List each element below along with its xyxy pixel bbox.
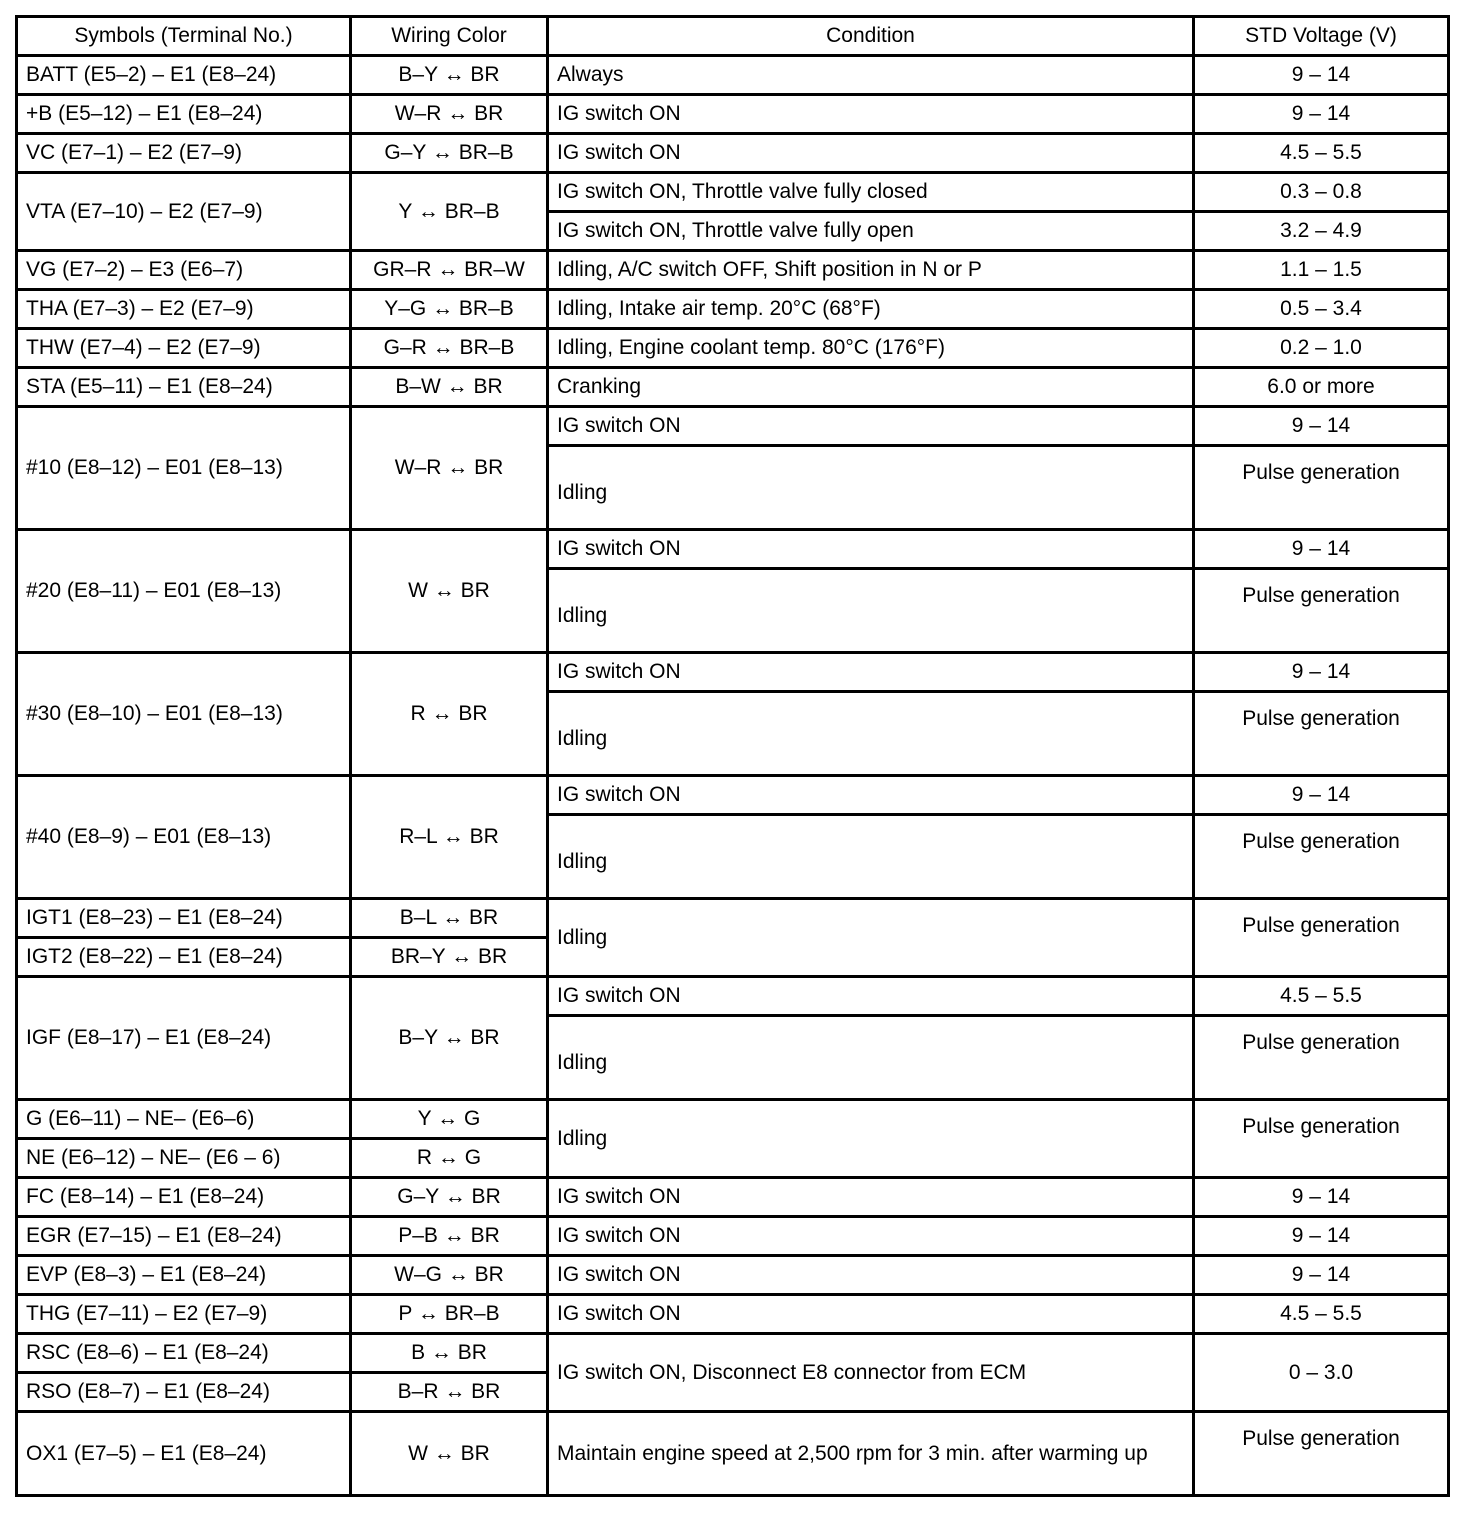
voltage-cell: Pulse generation <box>1194 899 1449 977</box>
voltage-cell: 9 – 14 <box>1194 1256 1449 1295</box>
symbol-cell: +B (E5–12) – E1 (E8–24) <box>17 95 351 134</box>
wiring-cell: W ↔ BR <box>351 1412 548 1496</box>
symbol-cell: VTA (E7–10) – E2 (E7–9) <box>17 173 351 251</box>
wiring-cell: G–Y ↔ BR–B <box>351 134 548 173</box>
table-row <box>17 1295 1449 1334</box>
condition-cell: Idling, Intake air temp. 20°C (68°F) <box>548 290 1194 329</box>
wiring-cell: G–R ↔ BR–B <box>351 329 548 368</box>
wiring-cell: W–G ↔ BR <box>351 1256 548 1295</box>
symbol-cell: NE (E6–12) – NE– (E6 – 6) <box>17 1139 351 1178</box>
wiring-cell: P–B ↔ BR <box>351 1217 548 1256</box>
wiring-cell: P ↔ BR–B <box>351 1295 548 1334</box>
condition-cell: IG switch ON <box>548 530 1194 569</box>
condition-cell: IG switch ON <box>548 95 1194 134</box>
voltage-cell: Pulse generation <box>1194 1016 1449 1100</box>
voltage-cell: 4.5 – 5.5 <box>1194 1295 1449 1334</box>
wiring-cell: BR–Y ↔ BR <box>351 938 548 977</box>
symbol-cell: EVP (E8–3) – E1 (E8–24) <box>17 1256 351 1295</box>
voltage-cell: Pulse generation <box>1194 815 1449 899</box>
symbol-cell: OX1 (E7–5) – E1 (E8–24) <box>17 1412 351 1496</box>
wiring-cell: R–L ↔ BR <box>351 776 548 899</box>
wiring-cell: B–Y ↔ BR <box>351 56 548 95</box>
table-row <box>17 407 1449 446</box>
header-row <box>17 17 1449 56</box>
condition-cell: Cranking <box>548 368 1194 407</box>
symbol-cell: THA (E7–3) – E2 (E7–9) <box>17 290 351 329</box>
voltage-cell: 4.5 – 5.5 <box>1194 977 1449 1016</box>
condition-cell: IG switch ON <box>548 1295 1194 1334</box>
table-row <box>17 290 1449 329</box>
symbol-cell: #40 (E8–9) – E01 (E8–13) <box>17 776 351 899</box>
voltage-cell: 9 – 14 <box>1194 1178 1449 1217</box>
wiring-cell: Y ↔ BR–B <box>351 173 548 251</box>
wiring-cell: B ↔ BR <box>351 1334 548 1373</box>
header-wiring-color: Wiring Color <box>351 17 548 56</box>
symbol-cell: RSC (E8–6) – E1 (E8–24) <box>17 1334 351 1373</box>
condition-cell: IG switch ON <box>548 776 1194 815</box>
symbol-cell: IGT1 (E8–23) – E1 (E8–24) <box>17 899 351 938</box>
condition-cell: IG switch ON <box>548 1217 1194 1256</box>
wiring-cell: B–L ↔ BR <box>351 899 548 938</box>
voltage-cell: Pulse generation <box>1194 692 1449 776</box>
table-row <box>17 329 1449 368</box>
voltage-cell: 9 – 14 <box>1194 530 1449 569</box>
symbol-cell: EGR (E7–15) – E1 (E8–24) <box>17 1217 351 1256</box>
condition-cell: Idling <box>548 815 1194 899</box>
voltage-cell: Pulse generation <box>1194 1100 1449 1178</box>
condition-cell: Maintain engine speed at 2,500 rpm for 3 min. after warming up <box>548 1412 1194 1496</box>
voltage-cell: Pulse generation <box>1194 569 1449 653</box>
voltage-cell: 9 – 14 <box>1194 407 1449 446</box>
voltage-cell: 6.0 or more <box>1194 368 1449 407</box>
voltage-cell: 4.5 – 5.5 <box>1194 134 1449 173</box>
condition-cell: Idling <box>548 569 1194 653</box>
voltage-cell: 3.2 – 4.9 <box>1194 212 1449 251</box>
symbol-cell: VG (E7–2) – E3 (E6–7) <box>17 251 351 290</box>
condition-cell: Idling <box>548 899 1194 977</box>
symbol-cell: THW (E7–4) – E2 (E7–9) <box>17 329 351 368</box>
condition-cell: Idling <box>548 1100 1194 1178</box>
voltage-cell: 1.1 – 1.5 <box>1194 251 1449 290</box>
voltage-cell: 9 – 14 <box>1194 776 1449 815</box>
condition-cell: IG switch ON <box>548 977 1194 1016</box>
condition-cell: IG switch ON <box>548 653 1194 692</box>
voltage-cell: 9 – 14 <box>1194 95 1449 134</box>
symbol-cell: #30 (E8–10) – E01 (E8–13) <box>17 653 351 776</box>
table-row <box>17 368 1449 407</box>
wiring-cell: R ↔ G <box>351 1139 548 1178</box>
condition-cell: IG switch ON <box>548 134 1194 173</box>
condition-cell: Always <box>548 56 1194 95</box>
symbol-cell: #10 (E8–12) – E01 (E8–13) <box>17 407 351 530</box>
table-row <box>17 251 1449 290</box>
condition-cell: IG switch ON <box>548 1178 1194 1217</box>
wiring-cell: W ↔ BR <box>351 530 548 653</box>
table-row <box>17 1334 1449 1373</box>
table-row <box>17 134 1449 173</box>
symbol-cell: THG (E7–11) – E2 (E7–9) <box>17 1295 351 1334</box>
symbol-cell: RSO (E8–7) – E1 (E8–24) <box>17 1373 351 1412</box>
wiring-cell: R ↔ BR <box>351 653 548 776</box>
voltage-cell: 9 – 14 <box>1194 653 1449 692</box>
condition-cell: Idling <box>548 692 1194 776</box>
symbol-cell: IGT2 (E8–22) – E1 (E8–24) <box>17 938 351 977</box>
symbol-cell: STA (E5–11) – E1 (E8–24) <box>17 368 351 407</box>
wiring-cell: B–R ↔ BR <box>351 1373 548 1412</box>
wiring-cell: Y ↔ G <box>351 1100 548 1139</box>
condition-cell: Idling <box>548 1016 1194 1100</box>
wiring-cell: W–R ↔ BR <box>351 407 548 530</box>
table-row <box>17 173 1449 212</box>
header-std-voltage: STD Voltage (V) <box>1194 17 1449 56</box>
voltage-cell: Pulse generation <box>1194 446 1449 530</box>
condition-cell: IG switch ON, Disconnect E8 connector from ECM <box>548 1334 1194 1412</box>
voltage-cell: 9 – 14 <box>1194 56 1449 95</box>
symbol-cell: IGF (E8–17) – E1 (E8–24) <box>17 977 351 1100</box>
symbol-cell: BATT (E5–2) – E1 (E8–24) <box>17 56 351 95</box>
voltage-spec-sheet <box>15 15 1450 1497</box>
voltage-cell: 0.3 – 0.8 <box>1194 173 1449 212</box>
table-row <box>17 977 1449 1016</box>
table-row <box>17 1100 1449 1139</box>
voltage-cell: 9 – 14 <box>1194 1217 1449 1256</box>
table-row <box>17 653 1449 692</box>
wiring-cell: W–R ↔ BR <box>351 95 548 134</box>
voltage-cell: 0.2 – 1.0 <box>1194 329 1449 368</box>
condition-cell: IG switch ON <box>548 407 1194 446</box>
header-condition: Condition <box>548 17 1194 56</box>
table-row <box>17 56 1449 95</box>
voltage-cell: 0 – 3.0 <box>1194 1334 1449 1412</box>
header-symbols: Symbols (Terminal No.) <box>17 17 351 56</box>
symbol-cell: FC (E8–14) – E1 (E8–24) <box>17 1178 351 1217</box>
condition-cell: Idling <box>548 446 1194 530</box>
wiring-cell: Y–G ↔ BR–B <box>351 290 548 329</box>
condition-cell: Idling, Engine coolant temp. 80°C (176°F) <box>548 329 1194 368</box>
table-row <box>17 95 1449 134</box>
table-row <box>17 899 1449 938</box>
condition-cell: IG switch ON <box>548 1256 1194 1295</box>
wiring-cell: B–W ↔ BR <box>351 368 548 407</box>
table-row <box>17 1217 1449 1256</box>
symbol-cell: #20 (E8–11) – E01 (E8–13) <box>17 530 351 653</box>
table-row <box>17 530 1449 569</box>
table-row <box>17 1412 1449 1496</box>
voltage-cell: 0.5 – 3.4 <box>1194 290 1449 329</box>
condition-cell: IG switch ON, Throttle valve fully open <box>548 212 1194 251</box>
condition-cell: IG switch ON, Throttle valve fully closed <box>548 173 1194 212</box>
wiring-cell: GR–R ↔ BR–W <box>351 251 548 290</box>
wiring-cell: B–Y ↔ BR <box>351 977 548 1100</box>
voltage-cell: Pulse generation <box>1194 1412 1449 1496</box>
table-row <box>17 1256 1449 1295</box>
symbol-cell: VC (E7–1) – E2 (E7–9) <box>17 134 351 173</box>
table-row <box>17 1178 1449 1217</box>
table-row <box>17 776 1449 815</box>
terminal-voltage-table <box>15 15 1450 1497</box>
symbol-cell: G (E6–11) – NE– (E6–6) <box>17 1100 351 1139</box>
wiring-cell: G–Y ↔ BR <box>351 1178 548 1217</box>
condition-cell: Idling, A/C switch OFF, Shift position in N or P <box>548 251 1194 290</box>
